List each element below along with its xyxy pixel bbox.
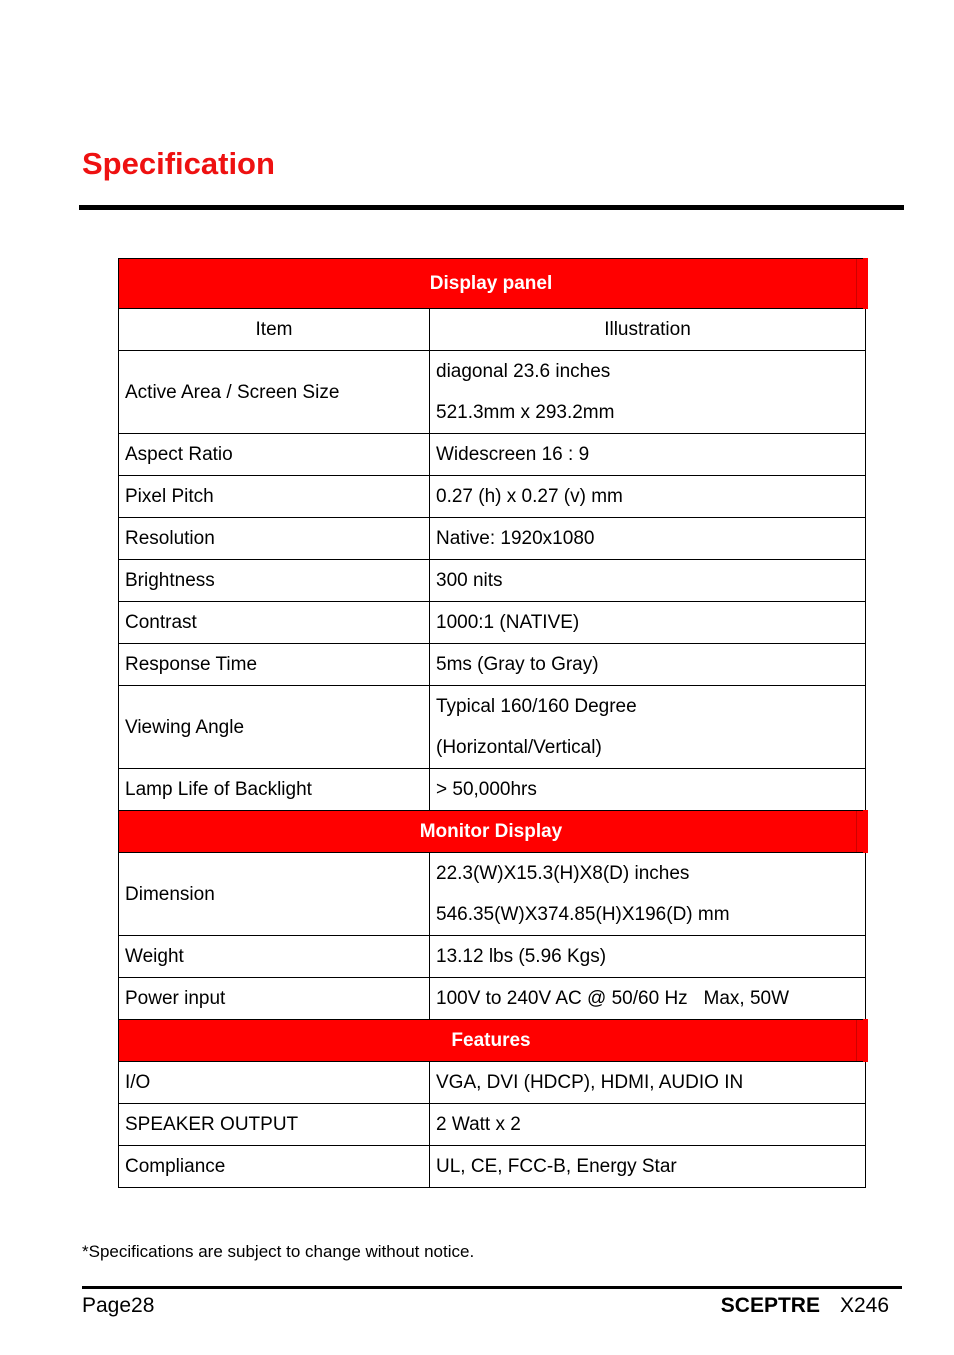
section-heading-row — [119, 811, 866, 853]
column-header-row — [119, 309, 866, 351]
table-row — [119, 476, 866, 518]
table-row — [119, 1062, 866, 1104]
spec-item: Viewing Angle — [119, 686, 430, 769]
table-row — [119, 686, 866, 769]
spec-value-line: Native: 1920x1080 — [436, 528, 595, 549]
spec-item: Power input — [119, 978, 430, 1020]
spec-item: Resolution — [119, 518, 430, 560]
footer-divider — [82, 1286, 902, 1289]
spec-value-line: 2 Watt x 2 — [436, 1114, 521, 1135]
spec-value-line: 300 nits — [436, 570, 503, 591]
spec-item: Contrast — [119, 602, 430, 644]
spec-value-line: 0.27 (h) x 0.27 (v) mm — [436, 486, 623, 507]
spec-item: Compliance — [119, 1146, 430, 1188]
table-row — [119, 769, 866, 811]
table-row — [119, 560, 866, 602]
spec-value — [430, 518, 866, 560]
specification-table — [118, 258, 868, 1188]
spec-value — [430, 686, 866, 769]
spec-item: Pixel Pitch — [119, 476, 430, 518]
title-divider — [79, 205, 904, 210]
spec-value — [430, 560, 866, 602]
footer-brand — [721, 1292, 889, 1320]
spec-value-line: VGA, DVI (HDCP), HDMI, AUDIO IN — [436, 1072, 744, 1093]
spec-value — [430, 978, 866, 1020]
spec-value-line: 13.12 lbs (5.96 Kgs) — [436, 946, 607, 967]
spec-value — [430, 853, 866, 936]
spec-item: Weight — [119, 936, 430, 978]
spec-value-line: UL, CE, FCC-B, Energy Star — [436, 1156, 677, 1177]
column-header: Illustration — [430, 309, 866, 351]
spec-value-line: 1000:1 (NATIVE) — [436, 612, 580, 633]
spec-value-line: Typical 160/160 Degree — [436, 696, 637, 717]
spec-value — [430, 644, 866, 686]
spec-item: I/O — [119, 1062, 430, 1104]
spec-value-line: 546.35(W)X374.85(H)X196(D) mm — [436, 904, 730, 925]
spec-value-line: Widescreen 16 : 9 — [436, 444, 590, 465]
section-heading-row — [119, 1020, 866, 1062]
spec-value — [430, 476, 866, 518]
spec-value — [430, 1062, 866, 1104]
table-row — [119, 644, 866, 686]
spec-value — [430, 936, 866, 978]
table-row — [119, 1104, 866, 1146]
section-heading-row — [119, 259, 866, 309]
disclaimer-note: *Specifications are subject to change without notice. — [82, 1242, 475, 1261]
spec-value-line: > 50,000hrs — [436, 779, 537, 800]
page-number: Page28 — [82, 1294, 155, 1317]
spec-value — [430, 1146, 866, 1188]
table-row — [119, 853, 866, 936]
spec-item: Dimension — [119, 853, 430, 936]
spec-value-line: diagonal 23.6 inches — [436, 361, 611, 382]
table-row — [119, 351, 866, 434]
spec-value-line: 521.3mm x 293.2mm — [436, 402, 615, 423]
section-heading: Display panel — [119, 259, 866, 309]
table-row — [119, 518, 866, 560]
spec-value — [430, 769, 866, 811]
table-row — [119, 936, 866, 978]
brand-name: SCEPTRE — [720, 1294, 820, 1317]
spec-item: Response Time — [119, 644, 430, 686]
spec-item: Brightness — [119, 560, 430, 602]
section-heading: Monitor Display — [119, 811, 866, 853]
spec-value — [430, 1104, 866, 1146]
spec-value — [430, 434, 866, 476]
column-header: Item — [119, 309, 430, 351]
page-title: Specification — [82, 146, 275, 181]
spec-value-line: (Horizontal/Vertical) — [436, 737, 602, 758]
spec-item: SPEAKER OUTPUT — [119, 1104, 430, 1146]
spec-value-line: 5ms (Gray to Gray) — [436, 654, 599, 675]
spec-item: Active Area / Screen Size — [119, 351, 430, 434]
spec-value — [430, 602, 866, 644]
spec-item: Lamp Life of Backlight — [119, 769, 430, 811]
spec-value — [430, 351, 866, 434]
spec-value-line: 100V to 240V AC @ 50/60 Hz Max, 50W — [436, 988, 790, 1009]
table-row — [119, 1146, 866, 1188]
table-row — [119, 434, 866, 476]
spec-item: Aspect Ratio — [119, 434, 430, 476]
spec-value-line: 22.3(W)X15.3(H)X8(D) inches — [436, 863, 690, 884]
table-row — [119, 978, 866, 1020]
table-row — [119, 602, 866, 644]
section-heading: Features — [119, 1020, 866, 1062]
model-name: X246 — [839, 1294, 889, 1317]
